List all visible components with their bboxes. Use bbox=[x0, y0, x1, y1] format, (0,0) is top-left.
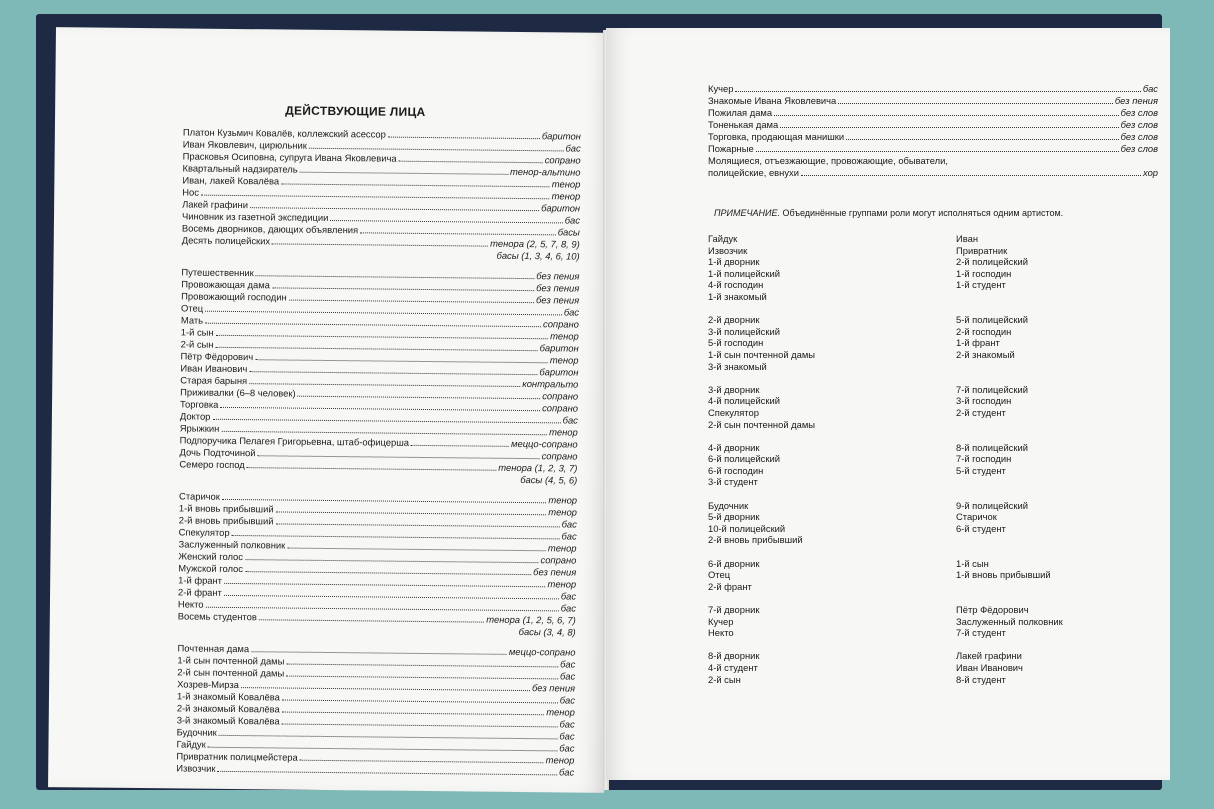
voice-type: бас bbox=[561, 518, 577, 530]
group-column-right bbox=[956, 442, 1128, 488]
cast-row bbox=[708, 107, 1158, 119]
role-group bbox=[708, 500, 1128, 546]
dot-leader bbox=[735, 91, 1140, 92]
role-name: Извозчик bbox=[176, 762, 216, 774]
role-name: Иван Иванович bbox=[180, 362, 248, 375]
voice-type: меццо-сопрано bbox=[511, 437, 578, 450]
cast-row bbox=[708, 119, 1158, 131]
group-column-right bbox=[956, 650, 1128, 685]
group-role: 5-й полицейский bbox=[956, 314, 1028, 326]
role-name: Торговка, продающая манишки bbox=[708, 131, 845, 142]
role-name: Знакомые Ивана Яковлевича bbox=[708, 95, 837, 106]
group-role: 2-й господин bbox=[956, 325, 1012, 337]
group-column-right bbox=[956, 500, 1128, 546]
group-role: 5-й господин bbox=[708, 337, 764, 349]
role-group bbox=[708, 442, 1128, 488]
role-name: 2-й франт bbox=[178, 586, 222, 598]
group-role: 2-й дворник bbox=[708, 314, 760, 326]
right-page bbox=[606, 28, 1170, 780]
group-role: Иван Иванович bbox=[956, 661, 1023, 673]
voice-type: бас bbox=[559, 694, 576, 706]
group-role: Извозчик bbox=[708, 244, 748, 256]
role-name: Будочник bbox=[176, 726, 217, 738]
voice-type: басы (4, 5, 6) bbox=[520, 473, 578, 486]
cast-row bbox=[708, 143, 1158, 155]
voice-type: бас bbox=[558, 766, 575, 778]
role-name: Иван Яковлевич, цирюльник bbox=[182, 138, 307, 151]
voice-type: без слов bbox=[1120, 107, 1158, 118]
group-role: 3-й студент bbox=[708, 476, 758, 488]
voice-type: бас bbox=[560, 658, 576, 670]
voice-type: тенора (1, 2, 3, 7) bbox=[498, 461, 578, 474]
cast-row bbox=[708, 95, 1158, 107]
voice-type: сопрано bbox=[542, 402, 579, 414]
group-column-left bbox=[708, 558, 956, 593]
group-role: 2-й франт bbox=[708, 580, 752, 592]
voice-type: басы (3, 4, 8) bbox=[518, 625, 576, 638]
voice-type: сопрано bbox=[542, 318, 579, 330]
voice-type: без пения bbox=[535, 294, 580, 306]
dot-leader bbox=[282, 724, 558, 728]
dot-leader bbox=[399, 161, 543, 164]
group-role: 8-й дворник bbox=[708, 650, 760, 662]
role-name: Ярыжкин bbox=[179, 422, 220, 434]
dot-leader bbox=[801, 175, 1141, 176]
cast-row bbox=[708, 83, 1158, 95]
page-heading: ДЕЙСТВУЮЩИЕ ЛИЦА bbox=[285, 103, 426, 119]
group-role: 10-й полицейский bbox=[708, 522, 786, 534]
group-column-right bbox=[956, 604, 1128, 639]
role-name: Пожарные bbox=[708, 143, 754, 154]
voice-type: баритон bbox=[541, 130, 581, 142]
role-name: Хозрев-Мирза bbox=[177, 678, 239, 691]
dot-leader bbox=[276, 511, 547, 515]
group-role: 4-й дворник bbox=[708, 441, 760, 453]
dot-leader bbox=[249, 383, 520, 387]
role-name: Платон Кузьмич Ковалёв, коллежский асессор bbox=[182, 126, 386, 140]
group-role: Привратник bbox=[956, 244, 1008, 256]
role-name: 2-й вновь прибывший bbox=[178, 514, 274, 527]
role-name: Тоненькая дама bbox=[708, 119, 779, 130]
voice-type: тенор bbox=[548, 506, 578, 518]
dot-leader bbox=[251, 651, 507, 655]
dot-leader bbox=[217, 771, 557, 776]
group-column-left bbox=[708, 604, 956, 639]
voice-type: сопрано bbox=[541, 450, 578, 462]
dot-leader bbox=[245, 571, 531, 575]
group-role: 4-й студент bbox=[708, 661, 758, 673]
dot-leader bbox=[259, 619, 484, 622]
role-name: Старая барыня bbox=[180, 374, 248, 387]
role-name: Гайдук bbox=[176, 738, 206, 750]
voice-type: бас bbox=[560, 590, 577, 602]
dot-leader bbox=[241, 687, 530, 691]
group-role: 2-й вновь прибывший bbox=[708, 534, 803, 546]
group-role: 2-й студент bbox=[956, 406, 1006, 418]
group-role: 6-й студент bbox=[956, 522, 1006, 534]
role-name: Мать bbox=[180, 314, 204, 326]
role-group bbox=[708, 558, 1128, 593]
group-role: Гайдук bbox=[708, 233, 738, 244]
group-role: 1-й дворник bbox=[708, 256, 760, 268]
dot-leader bbox=[300, 172, 508, 175]
voice-type: бас bbox=[559, 742, 575, 754]
role-name: Отец bbox=[181, 302, 204, 314]
voice-type: без пения bbox=[533, 566, 577, 578]
group-role: 2-й сын почтенной дамы bbox=[708, 418, 816, 430]
group-role: 4-й господин bbox=[708, 279, 764, 291]
dot-leader bbox=[298, 396, 541, 400]
dot-leader bbox=[282, 712, 545, 716]
role-name: Путешественник bbox=[181, 266, 254, 279]
group-role: Заслуженный полковник bbox=[956, 615, 1063, 627]
group-role: 1-й вновь прибывший bbox=[956, 569, 1051, 581]
group-role: Пётр Фёдорович bbox=[956, 604, 1029, 615]
role-group bbox=[708, 604, 1128, 639]
voice-type: сопрано bbox=[540, 554, 577, 566]
dot-leader bbox=[249, 371, 537, 375]
role-name: Провожающий господин bbox=[181, 290, 287, 303]
voice-type: тенор bbox=[551, 190, 581, 202]
role-name: 1-й сын почтенной дамы bbox=[177, 654, 285, 667]
role-name: Десять полицейских bbox=[181, 234, 271, 247]
voice-type: бас bbox=[562, 414, 578, 426]
group-role: 9-й полицейский bbox=[956, 499, 1028, 511]
voice-type: тенор bbox=[545, 754, 575, 766]
voice-type: тенор bbox=[550, 330, 579, 342]
group-role: 6-й дворник bbox=[708, 557, 760, 569]
group-role: 2-й сын bbox=[708, 673, 741, 685]
group-role: 8-й полицейский bbox=[956, 441, 1028, 453]
dot-leader bbox=[275, 523, 559, 527]
role-name: Заслуженный полковник bbox=[178, 538, 286, 551]
group-role: Лакей графини bbox=[956, 650, 1022, 662]
voice-type: басы (1, 3, 4, 6, 10) bbox=[496, 249, 580, 262]
voice-type: сопрано bbox=[542, 390, 579, 402]
role-group bbox=[708, 384, 1128, 430]
group-column-left bbox=[708, 314, 956, 372]
role-name: Подпоручика Пелагея Григорьевна, штаб-офицерша bbox=[179, 434, 410, 448]
role-name: Старичок bbox=[179, 490, 220, 502]
role-name: Иван, лакей Ковалёва bbox=[182, 174, 280, 187]
dot-leader bbox=[286, 664, 558, 668]
voice-type: без пения bbox=[1114, 95, 1158, 106]
role-name: 1-й франт bbox=[178, 574, 223, 586]
voice-type: басы bbox=[557, 226, 580, 238]
group-role: 1-й студент bbox=[956, 279, 1006, 291]
role-name: Восемь студентов bbox=[177, 610, 257, 623]
dot-leader bbox=[282, 700, 558, 704]
voice-type: баритон bbox=[539, 366, 579, 378]
group-role: 6-й господин bbox=[708, 464, 764, 476]
group-role: 5-й студент bbox=[956, 464, 1006, 476]
voice-type: бас bbox=[563, 306, 580, 318]
dot-leader bbox=[281, 183, 550, 187]
voice-type: тенор bbox=[549, 354, 579, 366]
voice-type: тенор bbox=[549, 426, 578, 438]
cast-list bbox=[176, 126, 581, 778]
dot-leader bbox=[756, 151, 1119, 152]
group-role: 5-й дворник bbox=[708, 511, 760, 523]
dot-leader bbox=[780, 127, 1118, 128]
role-name: Семеро господ bbox=[179, 458, 245, 471]
role-name: Квартальный надзиратель bbox=[182, 162, 298, 175]
role-name: 1-й вновь прибывший bbox=[178, 502, 274, 515]
role-groups bbox=[708, 233, 1128, 697]
role-group bbox=[708, 233, 1128, 303]
role-name: Молящиеся, отъезжающие, провожающие, обыватели, bbox=[708, 155, 948, 166]
dot-leader bbox=[255, 359, 548, 363]
voice-type: баритон bbox=[539, 342, 579, 354]
group-role: 7-й полицейский bbox=[956, 383, 1028, 395]
role-name: Спекулятор bbox=[178, 526, 230, 538]
role-name: Пожилая дама bbox=[708, 107, 773, 118]
group-role: Старичок bbox=[956, 511, 997, 523]
dot-leader bbox=[289, 300, 534, 304]
group-role: Кучер bbox=[708, 615, 734, 627]
voice-type: тенор-альтино bbox=[509, 165, 581, 178]
voice-type: без пения bbox=[531, 682, 576, 694]
role-name: полицейские, евнухи bbox=[708, 167, 799, 178]
group-column-right bbox=[956, 384, 1128, 430]
dot-leader bbox=[309, 148, 564, 152]
dot-leader bbox=[411, 445, 509, 447]
voice-type: хор bbox=[1142, 167, 1158, 178]
role-name: 2-й сын почтенной дамы bbox=[177, 666, 285, 679]
group-role: Некто bbox=[708, 627, 734, 639]
group-role: 3-й господин bbox=[956, 395, 1012, 407]
group-column-left bbox=[708, 442, 956, 488]
group-role: 4-й полицейский bbox=[708, 395, 780, 407]
role-name: Приживалки (6–8 человек) bbox=[180, 386, 296, 399]
group-role: 7-й господин bbox=[956, 453, 1012, 465]
cast-row bbox=[708, 131, 1158, 143]
voice-type: бас bbox=[559, 718, 575, 730]
dot-leader bbox=[258, 455, 540, 459]
role-group bbox=[708, 314, 1128, 372]
note-text: Объединённые группами роли могут исполняться одним артистом. bbox=[779, 208, 1064, 218]
voice-type: бас bbox=[1142, 83, 1158, 94]
group-role: 1-й господин bbox=[956, 267, 1012, 279]
group-role: 2-й знакомый bbox=[956, 348, 1015, 360]
group-role: 3-й полицейский bbox=[708, 325, 780, 337]
group-role: Иван bbox=[956, 233, 979, 244]
voice-type: сопрано bbox=[544, 154, 581, 166]
dot-leader bbox=[360, 232, 556, 235]
group-role: 1-й знакомый bbox=[708, 290, 767, 302]
role-name: 3-й знакомый Ковалёва bbox=[176, 714, 280, 727]
group-role: 3-й знакомый bbox=[708, 360, 767, 372]
role-name: Лакей графини bbox=[182, 198, 249, 211]
voice-type: без слов bbox=[1120, 119, 1158, 130]
group-role: 2-й полицейский bbox=[956, 256, 1028, 268]
voice-type: без пения bbox=[536, 282, 580, 294]
role-name: 2-й сын bbox=[180, 338, 214, 350]
cast-row bbox=[708, 167, 1158, 179]
voice-type: тенор bbox=[547, 542, 577, 554]
voice-type: баритон bbox=[541, 202, 581, 214]
voice-type: бас bbox=[560, 602, 576, 614]
voice-type: тенор bbox=[547, 578, 577, 590]
voice-type: тенор bbox=[548, 494, 578, 506]
voice-type: тенора (1, 2, 5, 6, 7) bbox=[486, 613, 576, 626]
role-name: Прасковья Осиповна, супруга Ивана Яковлевича bbox=[182, 150, 397, 164]
group-column-left bbox=[708, 384, 956, 430]
group-role: 1-й полицейский bbox=[708, 267, 780, 279]
role-name: Дочь Подточиной bbox=[179, 446, 256, 459]
role-name: Чиновник из газетной экспедиции bbox=[181, 210, 329, 223]
group-column-left bbox=[708, 500, 956, 546]
dot-leader bbox=[286, 676, 558, 680]
role-name: Привратник полицмейстера bbox=[176, 750, 298, 763]
voice-type: без слов bbox=[1120, 131, 1158, 142]
voice-type: тенор bbox=[551, 178, 581, 190]
dot-leader bbox=[245, 559, 539, 563]
group-role: Спекулятор bbox=[708, 406, 759, 418]
role-name: Нос bbox=[182, 186, 200, 198]
dot-leader bbox=[838, 103, 1113, 104]
dot-leader bbox=[247, 467, 496, 471]
cast-list-continued bbox=[708, 83, 1158, 179]
group-role: 8-й студент bbox=[956, 673, 1006, 685]
group-column-left bbox=[708, 650, 956, 685]
role-name: Доктор bbox=[179, 410, 211, 422]
dot-leader bbox=[774, 115, 1118, 116]
voice-type: без пения bbox=[536, 270, 580, 282]
dot-leader bbox=[272, 243, 488, 246]
voice-type: меццо-сопрано bbox=[508, 645, 576, 658]
role-name: 2-й знакомый Ковалёва bbox=[176, 702, 280, 715]
voice-type: бас bbox=[564, 214, 581, 226]
voice-type: тенора (2, 5, 7, 8, 9) bbox=[490, 237, 580, 250]
voice-type: бас bbox=[561, 530, 577, 542]
voice-type: бас bbox=[559, 670, 576, 682]
dot-leader bbox=[256, 275, 535, 279]
role-name: Восемь дворников, дающих объявления bbox=[181, 222, 359, 236]
voice-type: бас bbox=[565, 142, 581, 154]
group-column-left bbox=[708, 233, 956, 303]
role-name: 1-й сын bbox=[180, 326, 214, 338]
group-role: 6-й полицейский bbox=[708, 453, 780, 465]
voice-type: бас bbox=[559, 730, 575, 742]
group-column-right bbox=[956, 233, 1128, 303]
role-name: Торговка bbox=[179, 398, 219, 410]
group-role: 7-й студент bbox=[956, 627, 1006, 639]
dot-leader bbox=[250, 207, 539, 211]
role-name: Некто bbox=[177, 598, 204, 610]
voice-type: без слов bbox=[1120, 143, 1158, 154]
cast-row-text bbox=[708, 155, 1158, 167]
group-role: 1-й франт bbox=[956, 337, 1000, 349]
group-role: Отец bbox=[708, 569, 731, 581]
role-name: Провожающая дама bbox=[181, 278, 270, 291]
left-page bbox=[48, 27, 612, 793]
dot-leader bbox=[272, 287, 534, 291]
note bbox=[714, 208, 1063, 218]
voice-type: контральто bbox=[522, 378, 579, 390]
role-name: Пётр Фёдорович bbox=[180, 350, 254, 363]
role-name: 1-й знакомый Ковалёва bbox=[176, 690, 280, 703]
dot-leader bbox=[300, 760, 544, 764]
role-name: Мужской голос bbox=[178, 562, 244, 575]
role-group bbox=[708, 650, 1128, 685]
dot-leader bbox=[388, 137, 540, 140]
role-name: Женский голос bbox=[178, 550, 244, 563]
note-label: ПРИМЕЧАНИЕ. bbox=[714, 208, 780, 218]
voice-type: тенор bbox=[546, 706, 575, 718]
dot-leader bbox=[287, 548, 546, 552]
group-role: 3-й дворник bbox=[708, 383, 760, 395]
group-column-right bbox=[956, 558, 1128, 593]
group-role: 1-й сын bbox=[956, 557, 989, 569]
dot-leader bbox=[846, 139, 1118, 140]
group-role: 1-й сын почтенной дамы bbox=[708, 348, 816, 360]
group-column-right bbox=[956, 314, 1128, 372]
group-role: Будочник bbox=[708, 499, 749, 511]
role-name: Почтенная дама bbox=[177, 642, 250, 655]
group-role: 7-й дворник bbox=[708, 604, 760, 615]
dot-leader bbox=[330, 220, 562, 223]
role-name: Кучер bbox=[708, 83, 734, 94]
